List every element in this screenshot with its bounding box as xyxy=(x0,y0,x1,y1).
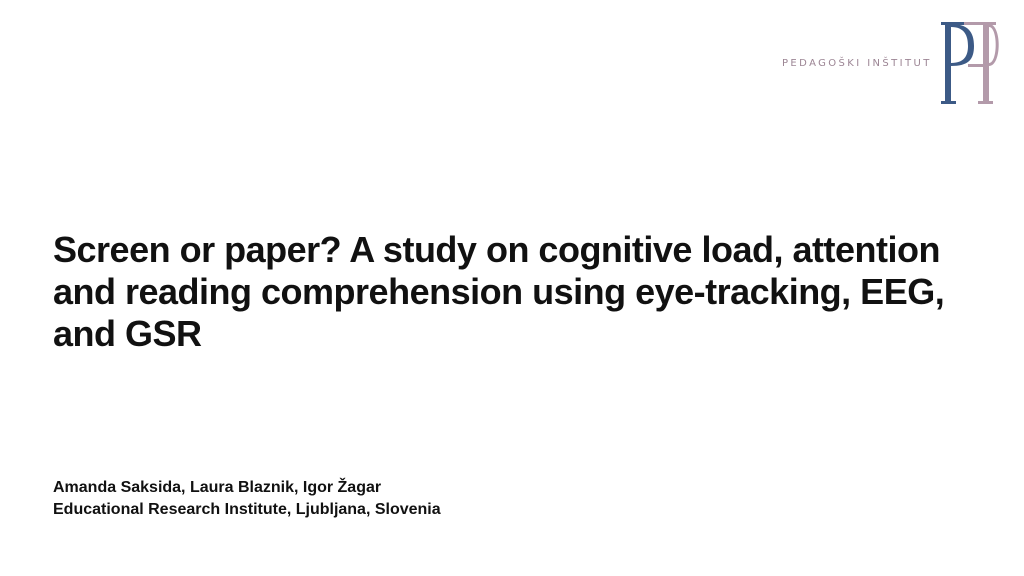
institute-logo xyxy=(778,20,1010,106)
institute-logo-text: PEDAGOŠKI INŠTITUT xyxy=(782,58,932,69)
affiliation-line: Educational Research Institute, Ljubljana, Slovenia xyxy=(53,501,441,518)
pi-monogram-icon xyxy=(938,20,1002,106)
presentation-title: Screen or paper? A study on cognitive load, attention and reading comprehension using eye-tracking, EEG, and GSR xyxy=(53,229,945,354)
authors-line: Amanda Saksida, Laura Blaznik, Igor Žagar xyxy=(53,479,382,496)
